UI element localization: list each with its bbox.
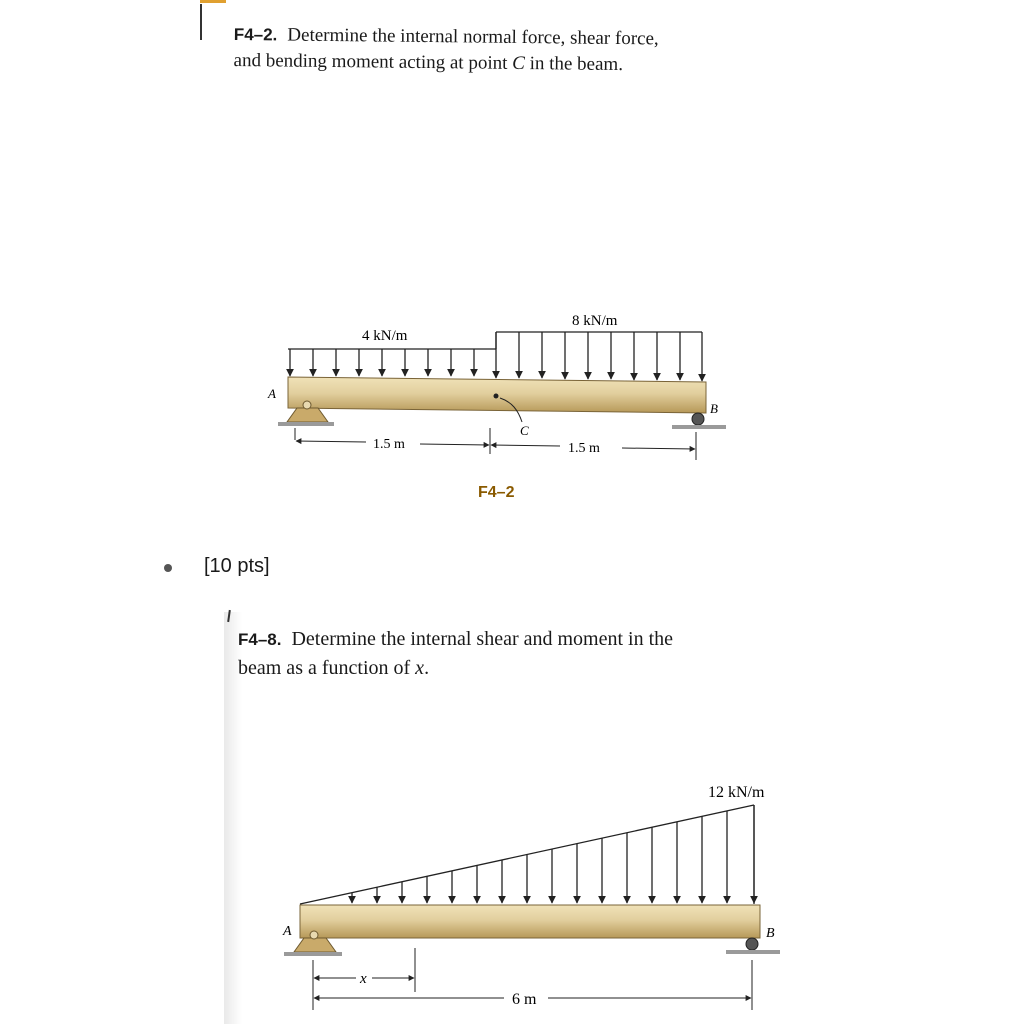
dimension-label-left: 1.5 m [373,437,405,452]
beam-f4-8 [300,905,760,938]
problem-f4-2-line1: F4–2. Determine the internal normal force, shear force, [233,24,659,50]
figure-caption-f4-2: F4–2 [478,484,515,501]
support-label-b: B [710,401,718,416]
dimension-lines-f4-2 [295,428,696,460]
point-label-c: C [520,423,529,438]
dimension-label-x: x [360,971,367,987]
problem-f4-2-number: F4–2. [233,24,278,45]
support-label-a-f4-8: A [283,924,292,939]
problem-f4-8-number: F4–8. [238,630,282,649]
distributed-load-right [496,332,702,381]
load-label-max: 12 kN/m [708,784,765,801]
load-label-left: 4 kN/m [362,328,408,344]
support-label-a: A [268,386,276,401]
list-bullet [164,564,172,572]
distributed-load-left [288,349,496,376]
support-label-b-f4-8: B [766,926,775,941]
problem-f4-2-line2: and bending moment acting at point C in the beam. [233,49,624,76]
problem-f4-8-line1: F4–8. Determine the internal shear and moment in the [238,628,674,650]
dimension-label-right: 1.5 m [568,441,600,456]
problem-f4-8-text [238,625,858,683]
points-label: [10 pts] [204,555,270,577]
load-label-right: 8 kN/m [572,313,618,329]
dimension-label-total: 6 m [512,991,537,1008]
triangular-load [300,805,754,904]
problem-f4-8-line2: beam as a function of x. [238,657,430,679]
